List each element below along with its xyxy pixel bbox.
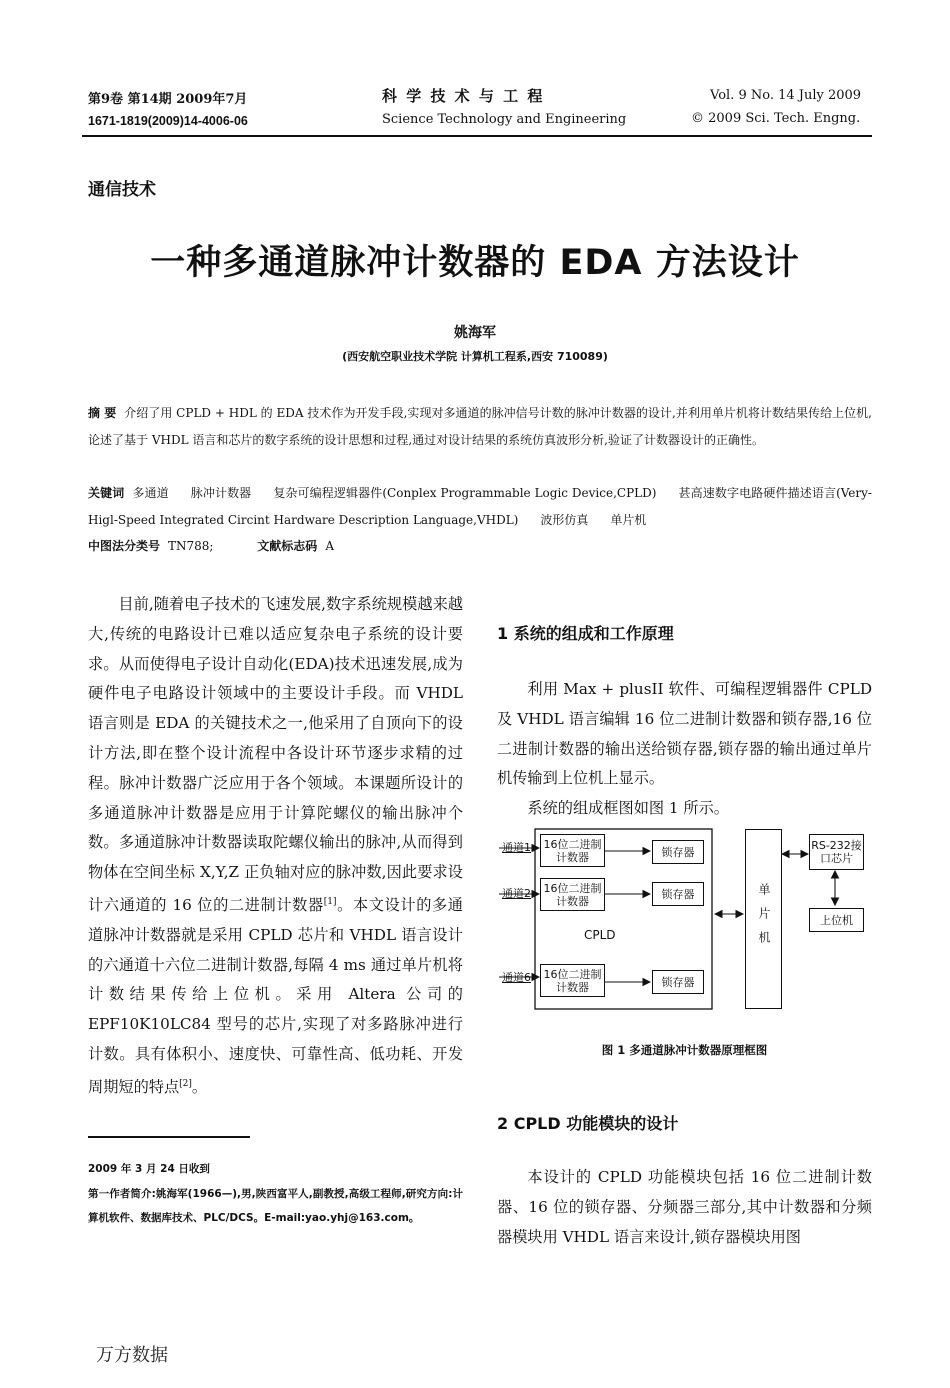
rs232-block: RS-232接口芯片 xyxy=(809,834,864,870)
author: 姚海军 xyxy=(454,325,496,341)
keyword: 单片机 xyxy=(610,513,647,527)
journal-volume: Vol. 9 No. 14 July 2009 xyxy=(710,88,862,103)
counter-block: 16位二进制计数器 xyxy=(540,834,605,867)
keyword: 甚高速数字电路硬件描述语言(Very-Higl-Speed Integrated Circint Hardware Description Language,VHDL) xyxy=(88,486,872,527)
latch-block: 锁存器 xyxy=(652,840,704,864)
section-2-body xyxy=(497,1163,872,1252)
mcu-block: 单片机 xyxy=(745,829,782,1009)
channel-6-label: 通道6 xyxy=(502,971,531,984)
keyword: 脉冲计数器 xyxy=(190,486,252,500)
figure-1-diagram xyxy=(497,822,872,1032)
section-2-paragraph: 本设计的 CPLD 功能模块包括 16 位二进制计数器、16 位的锁存器、分频器三部分,其中计数器和分频器模块用 VHDL 语言来设计,锁存器模块用图 xyxy=(497,1168,872,1246)
citation-2: [2] xyxy=(179,1078,192,1089)
clc-value: TN788; xyxy=(168,539,214,553)
watermark: 万方数据 xyxy=(96,1345,168,1366)
figure-1-caption: 图 1 多通道脉冲计数器原理框图 xyxy=(601,1043,768,1057)
paper-title: 一种多通道脉冲计数器的 EDA 方法设计 xyxy=(150,243,800,283)
journal-title-cn: 科 学 技 术 与 工 程 xyxy=(382,87,545,105)
section-1-paragraph: 利用 Max + plusII 软件、可编程逻辑器件 CPLD 及 VHDL 语言编辑 16 位二进制计数器和锁存器,16 位二进制计数器的输出送给锁存器,锁存器的输出通过单片机传输到上位机上显示。 xyxy=(497,680,872,788)
section-1-heading: 1 系统的组成和工作原理 xyxy=(497,624,674,643)
latch-block: 锁存器 xyxy=(652,882,704,906)
channel-1-label: 通道1 xyxy=(502,841,531,854)
keyword: 多通道 xyxy=(132,486,169,500)
clc-label: 中图法分类号 xyxy=(88,539,161,553)
abstract-label: 摘 要 xyxy=(88,406,117,420)
channel-2-label: 通道2 xyxy=(502,887,531,900)
section-1-paragraph: 系统的组成框图如图 1 所示。 xyxy=(527,799,729,818)
journal-issue-info: 第9卷 第14期 2009年7月 xyxy=(88,92,248,107)
intro-paragraph: 目前,随着电子技术的飞速发展,数字系统规模越来越大,传统的电路设计已难以适应复杂电子系统的设计要求。从而使得电子设计自动化(EDA)技术迅速发展,成为硬件电子电路设计领域中的主要设计手段。而 VHDL 语言则是 EDA 的关键技术之一,他采用了自顶向下的设计方法,即在整个设计流程中各设计环节逐步求精的过程。脉冲计数器广泛应用于各个领域。本课题所设计的多通道脉冲计数器是应用于计算陀螺仪的输出脉冲个数。多通道脉冲计数器读取陀螺仪输出的脉冲,从而得到物体在空间坐标 X,Y,Z 正负轴对应的脉冲数,因此要求设计六通道的 16 位的二进制计数器[1]。本文设计的多通道脉冲计数器就是采用 CPLD 芯片和 VHDL 语言设计的六通道十六位二进制计数器,每隔 4 ms 通过单片机将计数结果传给上位机。采用 Altera 公司的 EPF10K10LC84 型号的芯片,实现了对多路脉冲进行计数。具有体积小、速度快、可靠性高、低功耗、开发周期短的特点[2]。 xyxy=(88,595,463,1096)
footnote-rule xyxy=(88,1136,250,1138)
journal-issn: 1671-1819(2009)14-4006-06 xyxy=(88,114,248,128)
abstract xyxy=(88,400,872,454)
keywords-label: 关键词 xyxy=(88,486,125,500)
keywords xyxy=(88,480,872,534)
doc-code-label: 文献标志码 xyxy=(257,539,318,553)
section-tag: 通信技术 xyxy=(88,180,156,200)
cpld-label: CPLD xyxy=(584,928,616,942)
affiliation: (西安航空职业技术学院 计算机工程系,西安 710089) xyxy=(342,350,608,363)
header-rule xyxy=(82,135,872,137)
keyword: 波形仿真 xyxy=(540,513,589,527)
journal-title-en: Science Technology and Engineering xyxy=(382,112,627,127)
host-block: 上位机 xyxy=(809,908,864,932)
latch-block: 锁存器 xyxy=(652,970,704,994)
counter-block: 16位二进制计数器 xyxy=(540,878,605,911)
citation-1: [1] xyxy=(323,896,337,907)
journal-copyright: © 2009 Sci. Tech. Engng. xyxy=(691,111,861,126)
footnote-bio: 第一作者简介:姚海军(1966—),男,陕西富平人,副教授,高级工程师,研究方向:计算机软件、数据库技术、PLC/DCS。E-mail:yao.yhj@163.com。 xyxy=(88,1188,463,1224)
counter-block: 16位二进制计数器 xyxy=(540,964,605,997)
section-1-body xyxy=(497,675,872,824)
abstract-text: 介绍了用 CPLD + HDL 的 EDA 技术作为开发手段,实现对多通道的脉冲信号计数的脉冲计数器的设计,并利用单片机将计数结果传给上位机,论述了基于 VHDL 语言和芯片的数字系统的设计思想和过程,通过对设计结果的系统仿真波形分析,验证了计数器设计的正确性。 xyxy=(88,406,872,447)
intro-section xyxy=(88,590,463,1103)
section-2-heading: 2 CPLD 功能模块的设计 xyxy=(497,1114,679,1133)
classification xyxy=(88,533,872,560)
footnote-received: 2009 年 3 月 24 日收到 xyxy=(88,1163,210,1175)
doc-code-value: A xyxy=(325,539,334,553)
keyword: 复杂可编程逻辑器件(Conplex Programmable Logic Device,CPLD) xyxy=(273,486,657,500)
